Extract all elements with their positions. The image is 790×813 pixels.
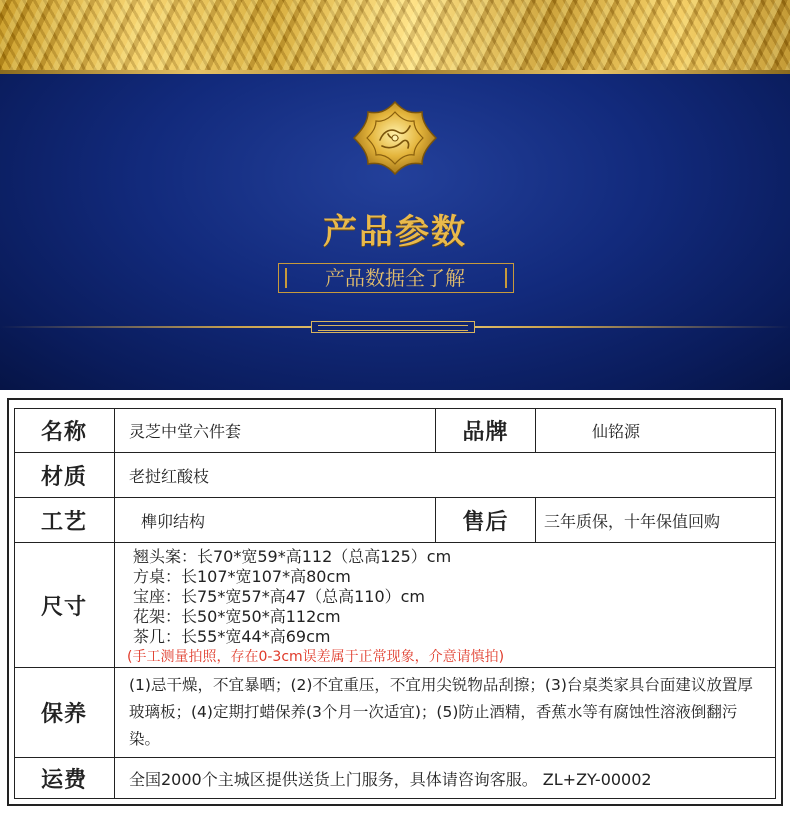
gold-leaf-strip <box>0 0 790 70</box>
craft-value: 榫卯结构 <box>141 511 206 531</box>
name-label: 名称 <box>40 419 87 445</box>
gold-dragon-emblem-icon <box>352 100 438 176</box>
size-line-desk: 翘头案：长70*宽59*高112（总高125）cm <box>133 547 452 566</box>
aftersale-label: 售后 <box>462 508 509 535</box>
craft-label: 工艺 <box>40 508 87 535</box>
name-value: 灵芝中堂六件套 <box>129 422 242 441</box>
size-note: (手工测量拍照，存在0-3cm误差属于正常现象，介意请慎拍) <box>127 649 505 665</box>
size-line-table: 方桌：长107*宽107*高80cm <box>133 567 351 586</box>
banner-subtitle: 产品数据全了解 <box>325 266 465 290</box>
size-line-teatable: 茶几：长55*宽44*高69cm <box>133 627 331 646</box>
shipping-value: 全国2000个主城区提供送货上门服务，具体请咨询客服。 ZL+ZY-00002 <box>129 770 652 789</box>
size-line-stand: 花架：长50*宽50*高112cm <box>133 607 341 626</box>
size-list <box>115 543 776 667</box>
size-line-throne: 宝座：长75*宽57*高47（总高110）cm <box>133 587 426 606</box>
gold-divider <box>0 70 790 74</box>
material-label: 材质 <box>40 463 87 490</box>
care-value: (1)忌干燥，不宜暴晒；(2)不宜重压，不宜用尖锐物品刮擦；(3)台桌类家具台面建议放置厚玻璃板；(4)定期打蜡保养(3个月一次适宜)；(5)防止酒精，香蕉水等有腐蚀性溶液倒翻污染。 <box>129 676 753 748</box>
banner-title: 产品参数 <box>323 212 467 252</box>
size-label: 尺寸 <box>40 593 87 620</box>
banner-line-ornament <box>311 321 475 333</box>
parameter-banner <box>0 0 790 390</box>
brand-label: 品牌 <box>462 419 509 445</box>
care-label: 保养 <box>40 701 87 727</box>
material-value: 老挝红酸枝 <box>129 466 210 486</box>
shipping-label: 运费 <box>40 767 87 793</box>
aftersale-value: 三年质保，十年保值回购 <box>544 511 721 531</box>
brand-value: 仙铭源 <box>592 422 641 441</box>
